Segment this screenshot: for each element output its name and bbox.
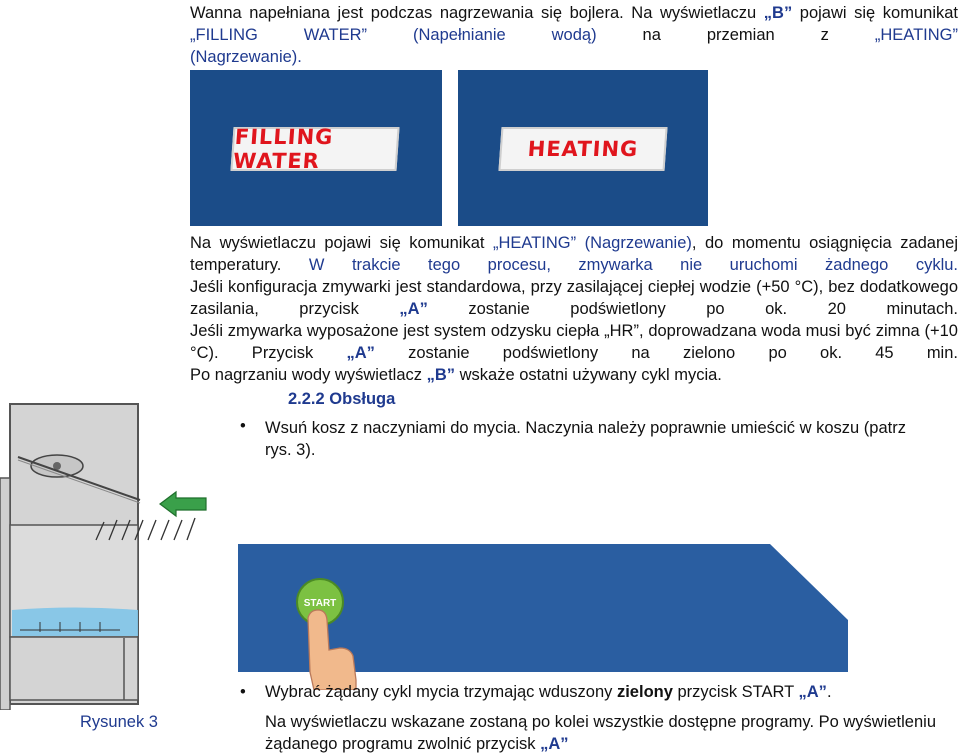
control-panel-illustration [230,540,880,690]
display-b-ref: „B” [763,4,793,22]
heating-translation: (Nagrzewanie). [190,48,302,66]
text-run: Wybrać żądany cykl mycia trzymając wduszony [265,683,617,701]
intro-paragraph [190,2,958,68]
text-run: Jeśli zmywarka wyposażone jest system odzysku ciepła „HR”, doprowadzana woda musi być zimna (+10 °C). Przycisk [190,322,958,362]
bullet-dot: • [240,683,246,701]
text-run: . [826,683,832,701]
display-panel-filling-water [190,70,442,226]
bullet-dot: • [240,417,246,435]
text-run: , do momentu osiągnięcia zadanej temperatury. [190,234,958,274]
text-run: Wanna napełniana jest podczas nagrzewania się bojlera. Na wyświetlaczu [190,4,764,22]
section-heading: 2.2.2 Obsługa [288,390,396,408]
heating-description [190,232,958,276]
start-button-label: START [303,598,337,609]
after-heating-paragraph [190,364,958,386]
lcd-filling-water: FILLING WATER [230,127,399,171]
text-run: przycisk START [672,683,799,701]
standard-config-paragraph [190,276,958,320]
text-run: Na wyświetlaczu pojawi się komunikat [190,234,493,252]
text-run: Na wyświetlaczu wskazane zostaną po kolei wszystkie dostępne programy. Po wyświetleniu żądanego programu zwolnić przycisk [265,713,936,753]
text-run: zostanie podświetlony po ok. 20 minutach. [427,300,958,318]
bullet-select-cycle [240,683,940,702]
text-run: Jeśli konfiguracja zmywarki jest standardowa, przy zasilającej ciepłej wodzie (+50 °C), bez dodatkowego zasilania, przycisk [190,278,958,318]
text-run: na przemian z [596,26,875,44]
green-word: zielony [616,683,673,701]
button-a-ref: „A” [346,344,375,362]
figure-caption: Rysunek 3 [80,713,158,731]
heating-ref: „HEATING” [874,26,958,44]
button-a-ref: „A” [798,683,827,701]
lcd-heating: HEATING [498,127,667,171]
filling-water-translation: (Napełnianie wodą) [413,26,597,44]
machine-opening [0,478,10,710]
heat-recovery-paragraph [190,320,958,364]
bullet-insert-basket [240,417,930,461]
display-b-ref: „B” [426,366,456,384]
dishwasher-illustration [0,400,240,710]
text-run: pojawi się komunikat [792,4,958,22]
heating-ref: „HEATING” (Nagrzewanie) [492,234,692,252]
insert-arrow-icon [160,492,206,516]
basket-bottom [12,608,138,637]
bullet-text: Wsuń kosz z naczyniami do mycia. Naczynia należy poprawnie umieścić w koszu (patrz rys. 3). [265,419,906,459]
program-selection-paragraph [265,711,945,755]
text-run: wskaże ostatni używany cykl mycia. [455,366,722,384]
heating-note: W trakcie tego procesu, zmywarka nie uruchomi żadnego cyklu. [308,256,958,274]
display-panel-heating [458,70,708,226]
button-a-ref: „A” [540,735,569,753]
machine-base [10,637,138,700]
text-run: Po nagrzaniu wody wyświetlacz [190,366,427,384]
filling-water-ref: „FILLING WATER” [190,26,368,44]
button-a-ref: „A” [399,300,428,318]
text-run: zostanie podświetlony na zielono po ok. 45 min. [374,344,958,362]
